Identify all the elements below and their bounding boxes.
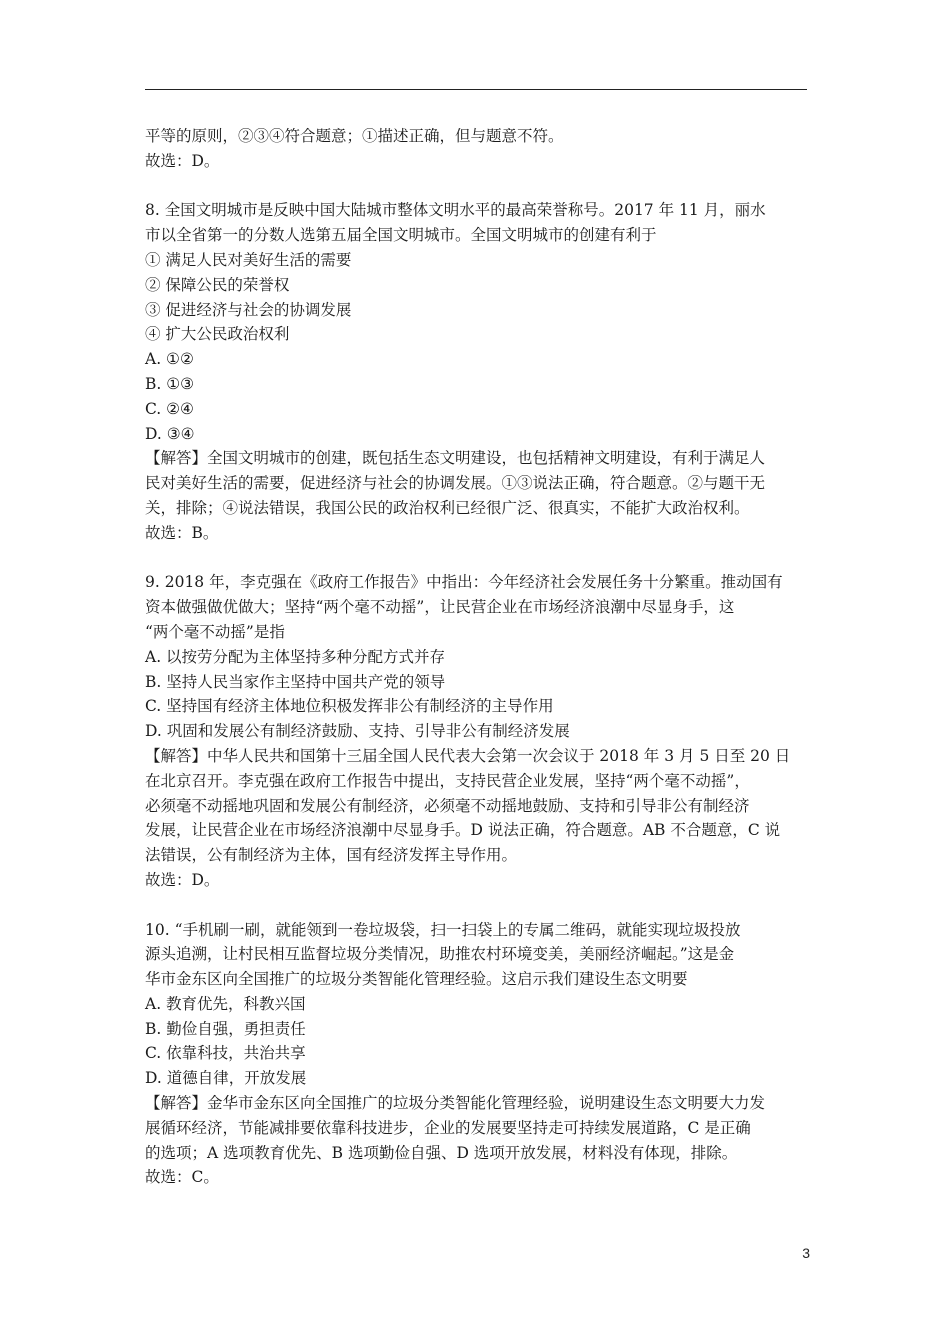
intro-choice: 故选：D。 [145, 151, 220, 170]
question-8 [145, 198, 807, 545]
q9-stem-line: 资本做强做优做大；坚持“两个毫不动摇”，让民营企业在市场经济浪潮中尽显身手，这 [145, 598, 735, 617]
q8-option-b: B. ①③ [145, 374, 195, 393]
q10-option-d: D. 道德自律，开放发展 [145, 1069, 307, 1088]
q9-option-b: B. 坚持人民当家作主坚持中国共产党的领导 [145, 672, 446, 691]
page-number: 3 [802, 1245, 810, 1261]
q8-stem-line: 8. 全国文明城市是反映中国大陆城市整体文明水平的最高荣誉称号。2017 年 11 月，丽水 [145, 201, 766, 220]
q9-answer-line: 在北京召开。李克强在政府工作报告中提出，支持民营企业发展，坚持“两个毫不动摇”， [145, 771, 750, 790]
q8-statement: ④ 扩大公民政治权利 [145, 325, 290, 344]
q9-option-c: C. 坚持国有经济主体地位积极发挥非公有制经济的主导作用 [145, 697, 554, 716]
q8-statement: ① 满足人民对美好生活的需要 [145, 250, 352, 269]
q8-answer-line: 关，排除；④说法错误，我国公民的政治权利已经很广泛、很真实，不能扩大政治权利。 [145, 498, 750, 517]
q10-answer-line: 的选项；A 选项教育优先、B 选项勤俭自强、D 选项开放发展，材料没有体现，排除。 [145, 1143, 738, 1162]
q10-stem-line: 华市金东区向全国推广的垃圾分类智能化管理经验。这启示我们建设生态文明要 [145, 970, 688, 989]
header-rule [145, 89, 807, 90]
q10-option-b: B. 勤俭自强，勇担责任 [145, 1019, 306, 1038]
q8-option-c: C. ②④ [145, 399, 194, 418]
q9-choice: 故选：D。 [145, 870, 220, 889]
q9-answer-line: 【解答】中华人民共和国第十三届全国人民代表大会第一次会议于 2018 年 3 月 5 日至 20 日 [145, 746, 791, 765]
q9-option-a: A. 以按劳分配为主体坚持多种分配方式并存 [145, 647, 446, 666]
q9-stem-line: 9. 2018 年，李克强在《政府工作报告》中指出：今年经济社会发展任务十分繁重。推动国有 [145, 573, 783, 592]
document-body [145, 124, 807, 1190]
q10-stem-line: 10. “手机刷一刷，就能领到一卷垃圾袋，扫一扫袋上的专属二维码，就能实现垃圾投放 [145, 920, 741, 939]
question-10 [145, 918, 807, 1191]
q10-choice: 故选：C。 [145, 1168, 219, 1187]
q10-answer-line: 【解答】金华市金东区向全国推广的垃圾分类智能化管理经验，说明建设生态文明要大力发 [145, 1094, 766, 1113]
q10-option-c: C. 依靠科技，共治共享 [145, 1044, 306, 1063]
q8-stem-line: 市以全省第一的分数人选第五届全国文明城市。全国文明城市的创建有利于 [145, 226, 657, 245]
q8-answer-line: 民对美好生活的需要，促进经济与社会的协调发展。①③说法正确，符合题意。②与题干无 [145, 474, 766, 493]
q8-answer-line: 【解答】全国文明城市的创建，既包括生态文明建设，也包括精神文明建设，有利于满足人 [145, 449, 766, 468]
q8-statement: ③ 促进经济与社会的协调发展 [145, 300, 352, 319]
q8-statement: ② 保障公民的荣誉权 [145, 275, 290, 294]
q8-choice: 故选：B。 [145, 523, 219, 542]
q9-answer-line: 必须毫不动摇地巩固和发展公有制经济，必须毫不动摇地鼓励、支持和引导非公有制经济 [145, 796, 750, 815]
spacer [145, 174, 807, 199]
q10-option-a: A. 教育优先，科教兴国 [145, 994, 306, 1013]
q10-stem-line: 源头追溯，让村民相互监督垃圾分类情况，助推农村环境变美，美丽经济崛起。”这是金 [145, 945, 735, 964]
q8-option-a: A. ①② [145, 350, 194, 369]
q9-answer-line: 发展，让民营企业在市场经济浪潮中尽显身手。D 说法正确，符合题意。AB 不合题意，C 说 [145, 821, 781, 840]
q9-option-d: D. 巩固和发展公有制经济鼓励、支持、引导非公有制经济发展 [145, 722, 570, 741]
q10-answer-line: 展循环经济，节能减排要依靠科技进步，企业的发展要坚持走可持续发展道路，C 是正确 [145, 1118, 751, 1137]
q8-option-d: D. ③④ [145, 424, 195, 443]
q9-answer-line: 法错误，公有制经济为主体，国有经济发挥主导作用。 [145, 846, 518, 865]
question-9 [145, 570, 807, 892]
spacer [145, 546, 807, 571]
spacer [145, 893, 807, 918]
q9-stem-line: “两个毫不动摇”是指 [145, 622, 285, 641]
intro-line: 平等的原则，②③④符合题意；①描述正确，但与题意不符。 [145, 127, 564, 145]
